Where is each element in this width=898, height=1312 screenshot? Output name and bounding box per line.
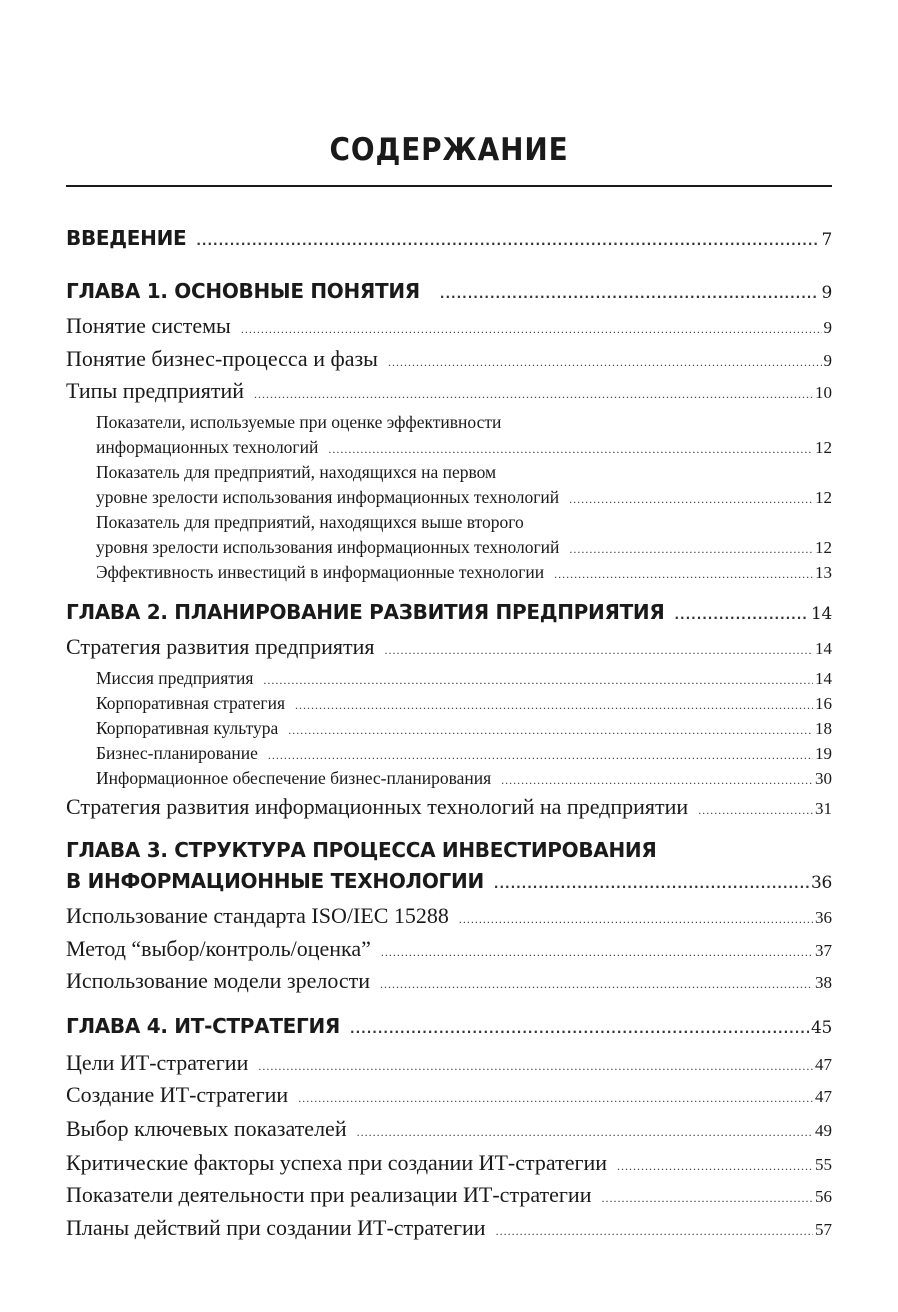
toc-entry-it-strategy-goals[interactable]: [66, 1050, 832, 1076]
dot-leader: [254, 387, 813, 402]
toc-entry-title: Бизнес-планирование: [96, 743, 258, 763]
toc-entry-maturity-model[interactable]: [66, 968, 832, 994]
dot-leader: [698, 803, 813, 818]
toc-entry-title: Показатели деятельности при реализации ИТ-стратегии: [66, 1182, 592, 1207]
toc-entry-chapter-4[interactable]: [66, 1014, 832, 1038]
dot-leader: [357, 1125, 813, 1140]
toc-page-number: 56: [815, 1187, 832, 1206]
toc-entry-critical-success-factors[interactable]: [66, 1150, 832, 1176]
toc-entry-title: Создание ИТ-стратегии: [66, 1082, 289, 1107]
toc-page-number: 37: [815, 941, 832, 960]
dot-leader: [617, 1159, 813, 1174]
toc-entry-title: Стратегия развития информационных технологий на предприятии: [66, 794, 689, 819]
toc-entry-title-line1: ГЛАВА 3. СТРУКТУРА ПРОЦЕССА ИНВЕСТИРОВАНИЯ: [66, 838, 657, 862]
toc-entry-chapter-2[interactable]: [66, 600, 832, 624]
toc-entry-business-planning[interactable]: [96, 743, 832, 764]
dot-leader: [459, 912, 813, 927]
toc-entry-title: Корпоративная культура: [96, 718, 279, 738]
toc-page-number: 9: [823, 318, 832, 337]
toc-entry-title: Выбор ключевых показателей: [66, 1116, 347, 1141]
toc-entry-enterprise-types[interactable]: [66, 378, 832, 404]
toc-entry-title: Понятие системы: [66, 313, 231, 338]
toc-page-number: 9: [823, 351, 832, 370]
dot-leader: [298, 1091, 813, 1106]
toc-page-number: 38: [815, 973, 832, 992]
toc-entry-system-concept[interactable]: [66, 313, 832, 339]
toc-entry-intro[interactable]: [66, 226, 832, 250]
toc-page-number: 12: [815, 438, 832, 457]
toc-page-number: 12: [815, 488, 832, 507]
toc-entry-title: Критические факторы успеха при создании ИТ-стратегии: [66, 1150, 608, 1175]
toc-page-number: 14: [815, 669, 832, 688]
toc-entry-select-control-evaluate[interactable]: [66, 936, 832, 962]
toc-entry-title: Корпоративная стратегия: [96, 693, 286, 713]
toc-entry-action-plans[interactable]: [66, 1215, 832, 1241]
toc-page-number: 16: [815, 694, 832, 713]
toc-entry-it-development-strategy[interactable]: [66, 794, 832, 820]
toc-entry-title: ВВЕДЕНИЕ: [66, 226, 187, 250]
toc-entry-it-investment-efficiency[interactable]: [96, 562, 832, 583]
toc-page-number: 9: [821, 283, 832, 303]
toc-page-number: 14: [810, 604, 832, 624]
toc-entry-title: Типы предприятий: [66, 378, 244, 403]
toc-page-number: 47: [815, 1055, 832, 1074]
toc-entry-business-process[interactable]: [66, 346, 832, 372]
title-rule: [66, 185, 832, 187]
toc-entry-title: Стратегия развития предприятия: [66, 634, 375, 659]
toc-entry-title: ГЛАВА 4. ИТ-СТРАТЕГИЯ: [66, 1014, 341, 1038]
toc-entry-performance-indicators[interactable]: [66, 1182, 832, 1208]
toc-entry-it-strategy-creation[interactable]: [66, 1082, 832, 1108]
toc-entry-title: ГЛАВА 1. ОСНОВНЫЕ ПОНЯТИЯ: [66, 279, 420, 303]
dot-leader: [501, 773, 813, 788]
dot-leader: [268, 748, 813, 763]
toc-entry-mission[interactable]: [96, 668, 832, 689]
toc-entry-title: В ИНФОРМАЦИОННЫЕ ТЕХНОЛОГИИ: [66, 869, 484, 893]
toc-entry-title: Эффективность инвестиций в информационные технологии: [96, 562, 545, 582]
toc-entry-chapter-3[interactable]: [66, 869, 832, 893]
toc-entry-title: Понятие бизнес-процесса и фазы: [66, 346, 378, 371]
toc-entry-development-strategy[interactable]: [66, 634, 832, 660]
toc-page-number: 49: [815, 1121, 832, 1140]
dot-leader: [388, 355, 822, 370]
dot-leader: [241, 322, 822, 337]
toc-page-number: 30: [815, 769, 832, 788]
dot-leader: [496, 1224, 813, 1239]
toc-page-number: 18: [815, 719, 832, 738]
toc-page-number: 47: [815, 1087, 832, 1106]
toc-entry-title: Миссия предприятия: [96, 668, 254, 688]
dot-leader: [288, 723, 813, 738]
dot-leader: [440, 287, 820, 301]
toc-entry-title: Планы действий при создании ИТ-стратегии: [66, 1215, 486, 1240]
toc-entry-key-indicators[interactable]: [66, 1116, 832, 1142]
dot-leader: [295, 698, 813, 713]
toc-entry-title: уровне зрелости использования информационных технологий: [96, 487, 560, 507]
toc-page-number: 12: [815, 538, 832, 557]
toc-entry-title: Метод “выбор/контроль/оценка”: [66, 936, 371, 961]
dot-leader: [380, 977, 813, 992]
dot-leader: [328, 442, 813, 457]
toc-entry-title: информационных технологий: [96, 437, 319, 457]
toc-page-number: 36: [810, 873, 832, 893]
dot-leader: [569, 542, 813, 557]
toc-page-number: 10: [815, 383, 832, 402]
toc-entry-iso-standard[interactable]: [66, 903, 832, 929]
dot-leader: [674, 608, 809, 622]
page-title: СОДЕРЖАНИЕ: [329, 132, 569, 168]
toc-page-number: 45: [810, 1018, 832, 1038]
dot-leader: [381, 945, 813, 960]
toc-page-number: 13: [815, 563, 832, 582]
toc-entry-title: ГЛАВА 2. ПЛАНИРОВАНИЕ РАЗВИТИЯ ПРЕДПРИЯТИЯ: [66, 600, 665, 624]
dot-leader: [601, 1191, 813, 1206]
toc-page-number: 14: [815, 639, 832, 658]
toc-entry-title: Информационное обеспечение бизнес-планирования: [96, 768, 492, 788]
toc-entry-corporate-strategy[interactable]: [96, 693, 832, 714]
dot-leader: [350, 1022, 809, 1036]
toc-page-number: 31: [815, 799, 832, 818]
toc-entry-title: уровня зрелости использования информационных технологий: [96, 537, 560, 557]
dot-leader: [494, 877, 809, 891]
dot-leader: [554, 567, 813, 582]
dot-leader: [258, 1059, 813, 1074]
toc-entry-title-line1: Показатели, используемые при оценке эффективности: [96, 412, 502, 432]
toc-entry-title: Цели ИТ-стратегии: [66, 1050, 249, 1075]
toc-entry-it-efficiency-indicators[interactable]: [96, 437, 832, 458]
toc-entry-above-second-level[interactable]: [96, 537, 832, 558]
dot-leader: [569, 492, 813, 507]
toc-entry-first-maturity-level[interactable]: [96, 487, 832, 508]
toc-entry-title: Использование модели зрелости: [66, 968, 371, 993]
dot-leader: [196, 234, 819, 248]
toc-page-number: 36: [815, 908, 832, 927]
toc-entry-chapter-1[interactable]: [66, 279, 832, 303]
toc-page-number: 7: [821, 230, 832, 250]
toc-page-number: 55: [815, 1155, 832, 1174]
toc-entry-corporate-culture[interactable]: [96, 718, 832, 739]
toc-entry-title-line1: Показатель для предприятий, находящихся выше второго: [96, 512, 524, 532]
toc-entry-planning-info-support[interactable]: [96, 768, 832, 789]
toc-entry-title-line1: Показатель для предприятий, находящихся на первом: [96, 462, 497, 482]
toc-page-number: 19: [815, 744, 832, 763]
dot-leader: [263, 673, 813, 688]
toc-entry-title: Использование стандарта ISO/IEC 15288: [66, 903, 449, 928]
toc-page-number: 57: [815, 1220, 832, 1239]
dot-leader: [385, 643, 814, 658]
